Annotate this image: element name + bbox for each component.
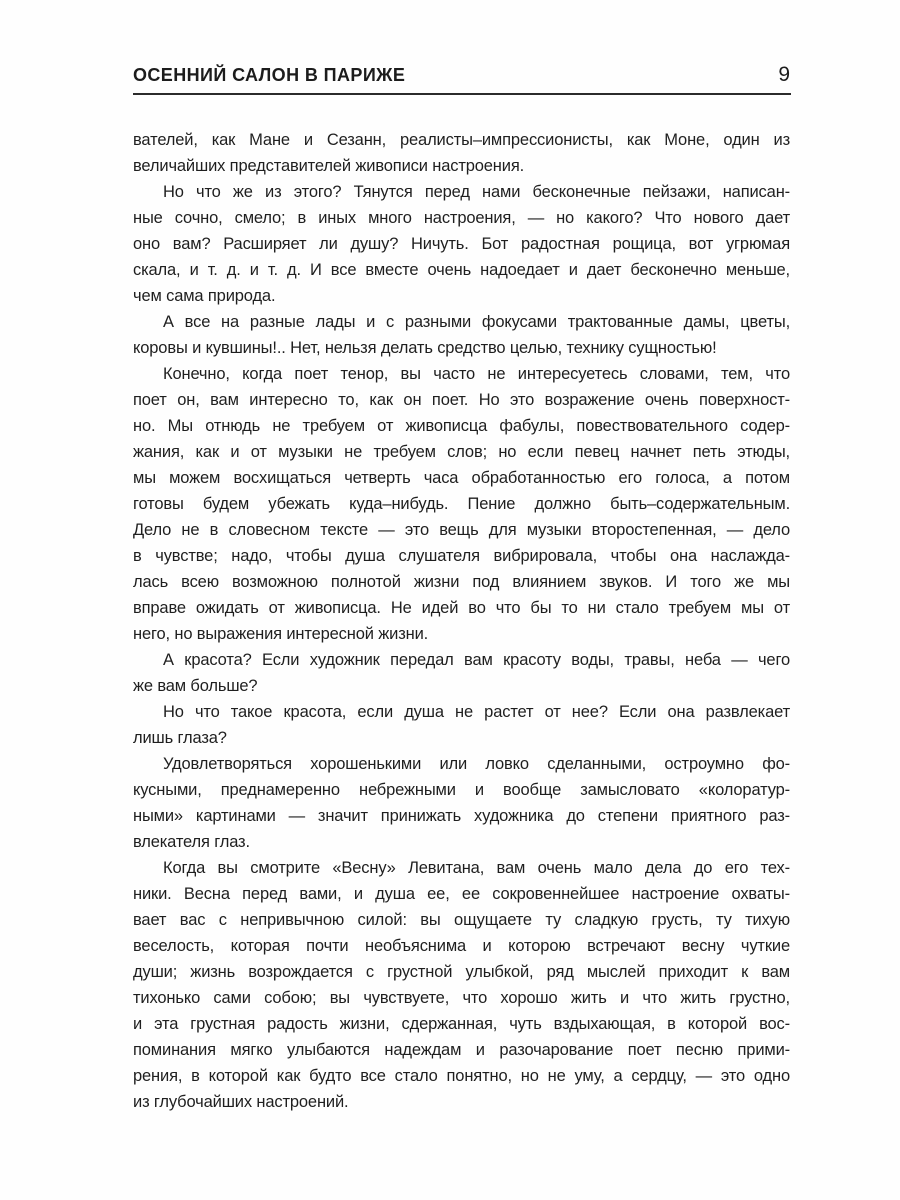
header-rule [133, 93, 791, 95]
paragraph [133, 309, 790, 361]
text-line: жания, как и от музыки не требуем слов; но если певец начнет петь этюды, [133, 443, 790, 461]
text-line: Удовлетворяться хорошенькими или ловко сделанными, остроумно фо- [163, 755, 790, 773]
text-line: в чувстве; надо, чтобы душа слушателя вибрировала, чтобы она наслажда- [133, 547, 790, 565]
text-line: поминания мягко улыбаются надеждам и разочарование поет песню прими- [133, 1041, 790, 1059]
paragraph [133, 751, 790, 855]
text-line: вателей, как Мане и Сезанн, реалисты–импрессионисты, как Моне, один из [133, 131, 790, 149]
text-line: ными» картинами — значит принижать художника до степени приятного раз- [133, 807, 790, 825]
paragraph [133, 647, 790, 699]
chapter-title: ОСЕННИЙ САЛОН В ПАРИЖЕ [133, 65, 406, 85]
paragraph [133, 127, 790, 179]
text-line: рения, в которой как будто все стало понятно, но не уму, а сердцу, — это одно [133, 1067, 790, 1085]
text-line: лишь глаза? [133, 729, 227, 747]
text-line: души; жизнь возрождается с грустной улыбкой, ряд мыслей приходит к вам [133, 963, 790, 981]
text-line: готовы будем убежать куда–нибудь. Пение должно быть–содержательным. [133, 495, 790, 513]
text-line: ники. Весна перед вами, и душа ее, ее сокровеннейшее настроение охваты- [133, 885, 790, 903]
text-line: влекателя глаз. [133, 833, 250, 851]
text-line: вправе ожидать от живописца. Не идей во что бы то ни стало требуем мы от [133, 599, 790, 617]
text-line: же вам больше? [133, 677, 258, 695]
paragraph [133, 179, 790, 309]
body-text [133, 127, 790, 1115]
text-line: А все на разные лады и с разными фокусами трактованные дамы, цветы, [163, 313, 790, 331]
text-line: величайших представителей живописи настроения. [133, 157, 525, 175]
text-line: Когда вы смотрите «Весну» Левитана, вам очень мало дела до его тех- [163, 859, 790, 877]
text-line: поет он, вам интересно то, как он поет. Но это возражение очень поверхност- [133, 391, 790, 409]
paragraph [133, 699, 790, 751]
text-line: мы можем восхищаться четверть часа обработанностью его голоса, а потом [133, 469, 790, 487]
text-line: веселость, которая почти необъяснима и которою встречают весну чуткие [133, 937, 790, 955]
text-line: оно вам? Расширяет ли душу? Ничуть. Бот радостная рощица, вот угрюмая [133, 235, 790, 253]
text-line: вает вас с непривычною силой: вы ощущаете ту сладкую грусть, ту тихую [133, 911, 790, 929]
text-line: Но что такое красота, если душа не растет от нее? Если она развлекает [163, 703, 790, 721]
page-header [133, 63, 790, 87]
text-line: но. Мы отнюдь не требуем от живописца фабулы, повествовательного содер- [133, 417, 790, 435]
text-line: лась всею возможною полнотой жизни под влиянием звуков. И того же мы [133, 573, 790, 591]
text-line: из глубочайших настроений. [133, 1093, 349, 1111]
text-line: Дело не в словесном тексте — это вещь для музыки второстепенная, — дело [133, 521, 790, 539]
text-line: и эта грустная радость жизни, сдержанная, чуть вздыхающая, в которой вос- [133, 1015, 790, 1033]
text-line: кусными, преднамеренно небрежными и вообще замысловато «колоратур- [133, 781, 790, 799]
text-line: скала, и т. д. и т. д. И все вместе очень надоедает и дает бесконечно меньше, [133, 261, 790, 279]
text-line: тихонько сами собою; вы чувствуете, что хорошо жить и что жить грустно, [133, 989, 790, 1007]
text-line: коровы и кувшины!.. Нет, нельзя делать средство целью, технику сущностью! [133, 339, 717, 357]
text-line: него, но выражения интересной жизни. [133, 625, 429, 643]
text-line: Конечно, когда поет тенор, вы часто не интересуетесь словами, тем, что [163, 365, 790, 383]
page-number: 9 [778, 63, 790, 86]
paragraph [133, 361, 790, 647]
text-line: ные сочно, смело; в иных много настроения, — но какого? Что нового дает [133, 209, 790, 227]
text-line: А красота? Если художник передал вам красоту воды, травы, неба — чего [163, 651, 790, 669]
paragraph [133, 855, 790, 1115]
text-line: Но что же из этого? Тянутся перед нами бесконечные пейзажи, написан- [163, 183, 790, 201]
text-line: чем сама природа. [133, 287, 276, 305]
